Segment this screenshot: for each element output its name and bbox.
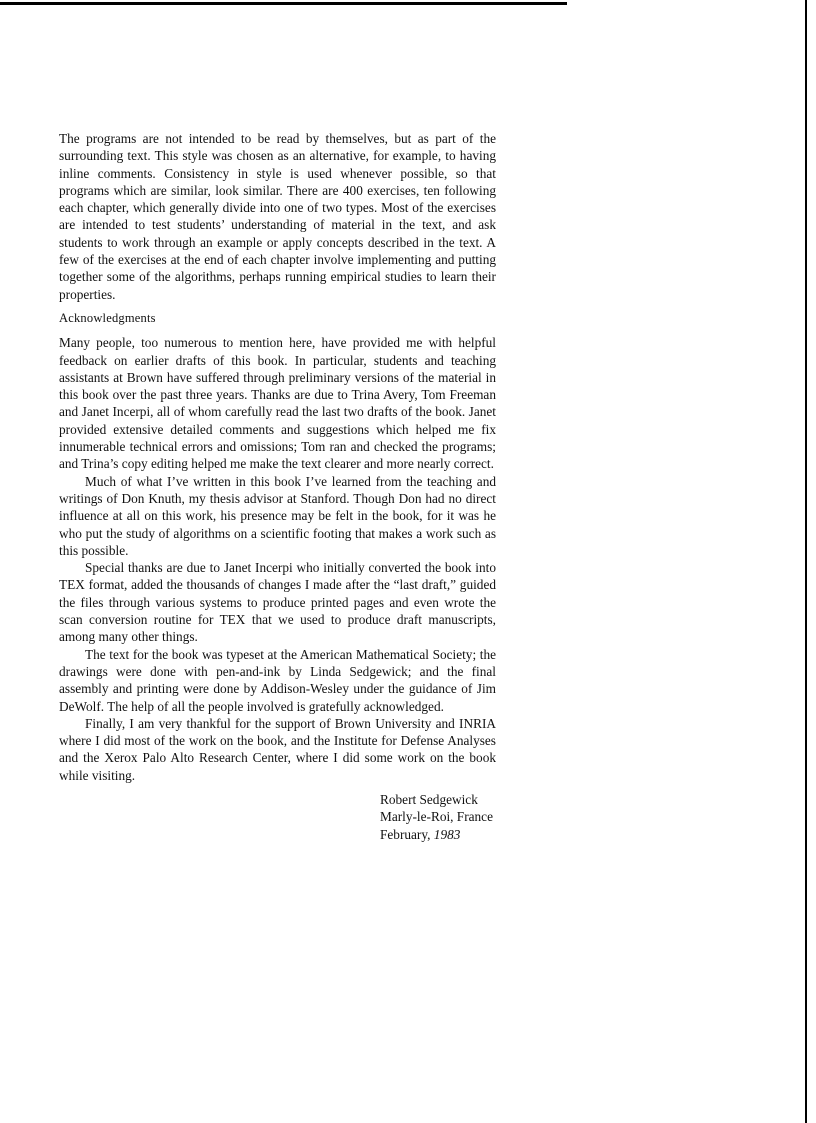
author-name: Robert Sedgewick: [380, 791, 478, 807]
intro-paragraph: The programs are not intended to be read by themselves, but as part of the surrounding text. This style was chosen as an alternative, for example, to having inline comments. Consistency in style is used whenever possible, so that programs which are similar, look similar. There are 400 exercises, ten following each chapter, which generally divide into one of two types. Most of the exercises are intended to test students’ understanding of material in the text, and ask students to work through an example or apply concepts described in the text. A few of the exercises at the end of each chapter involve implementing and putting together some of the algorithms, perhaps running empirical studies to learn their properties.: [59, 131, 496, 302]
signature-month: February,: [380, 826, 431, 842]
acknowledgments-paragraph-4: The text for the book was typeset at the American Mathematical Society; the drawings were done with pen-and-ink by Linda Sedgewick; and the final assembly and printing were done by Addison-Wesley under the guidance of Jim DeWolf. The help of all the people involved is gratefully acknowledged.: [59, 646, 496, 714]
acknowledgments-paragraph-5: Finally, I am very thankful for the support of Brown University and INRIA where I did most of the work on the book, and the Institute for Defense Analyses and the Xerox Palo Alto Research Center, where I did some work on the book while visiting.: [59, 715, 496, 783]
signature-year: 1983: [433, 826, 461, 842]
signature-date: [380, 826, 510, 843]
acknowledgments-paragraph-2: Much of what I’ve written in this book I’ve learned from the teaching and writings of Don Knuth, my thesis advisor at Stanford. Though Don had no direct influence at all on this work, his presence may be felt in the book, for it was he who put the study of algorithms on a scientific footing that makes a work such as this possible.: [59, 473, 496, 558]
top-rule: [0, 2, 567, 5]
acknowledgments-heading: Acknowledgments: [59, 310, 156, 325]
signature-block: [380, 791, 510, 843]
page-body: [59, 130, 496, 843]
right-margin-rule: [805, 0, 807, 1123]
acknowledgments-paragraph-3: Special thanks are due to Janet Incerpi who initially converted the book into TEX format, added the thousands of changes I made after the “last draft,” guided the files through various systems to produce printed pages and even wrote the scan conversion routine for TEX that we used to produce draft manuscripts, among many other things.: [59, 560, 496, 645]
acknowledgments-paragraph-1: Many people, too numerous to mention here, have provided me with helpful feedback on earlier drafts of this book. In particular, students and teaching assistants at Brown have suffered through preliminary versions of the material in this book over the past three years. Thanks are due to Trina Avery, Tom Freeman and Janet Incerpi, all of whom carefully read the last two drafts of the book. Janet provided extensive detailed comments and suggestions which helped me fix innumerable technical errors and omissions; Tom ran and checked the programs; and Trina’s copy editing helped me make the text clearer and more nearly correct.: [59, 335, 496, 472]
author-location: Marly-le-Roi, France: [380, 809, 493, 825]
